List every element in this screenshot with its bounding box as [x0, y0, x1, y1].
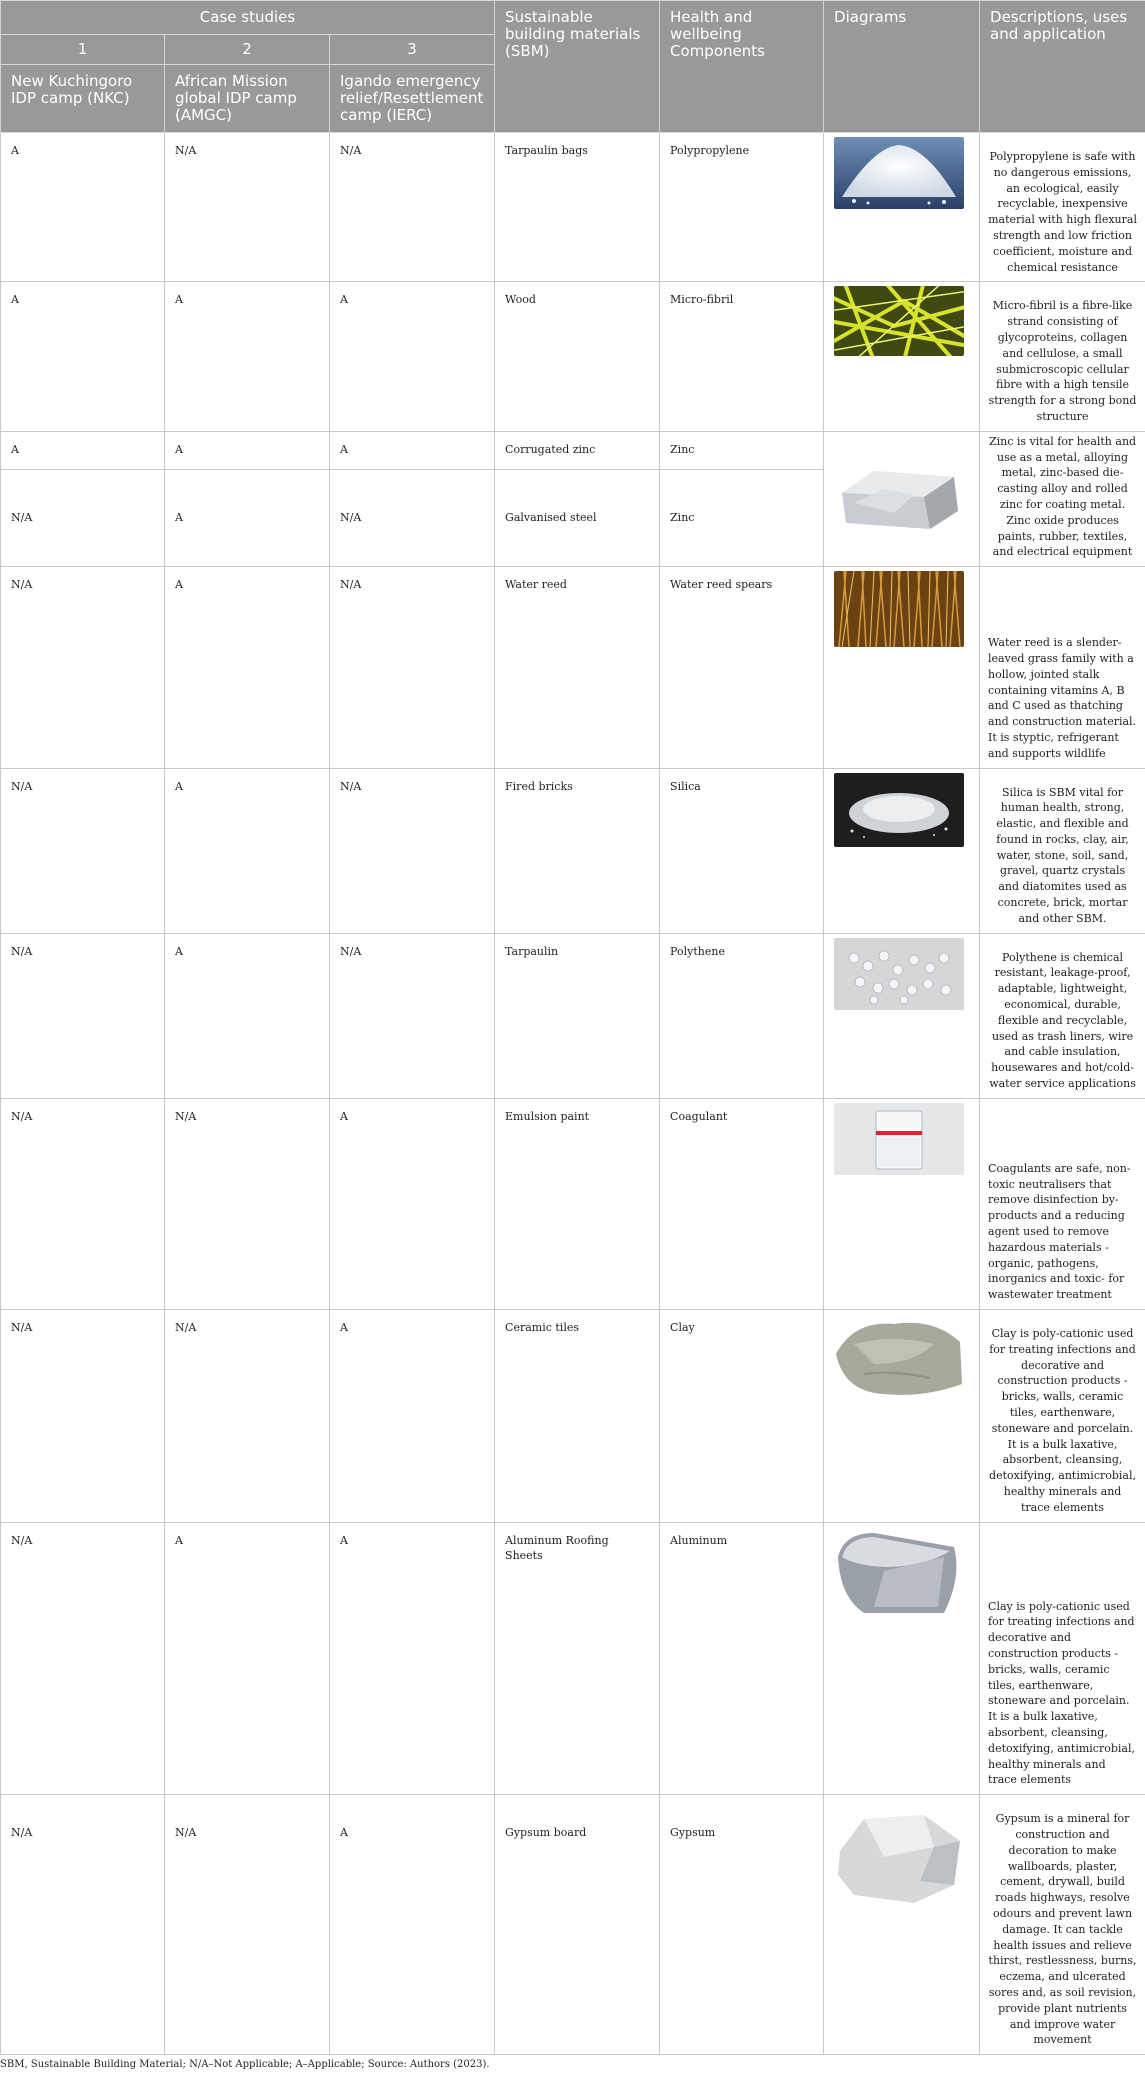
cell-ierc: N/A [330, 567, 495, 768]
cell-sbm: Galvanised steel [495, 469, 660, 566]
aluminum-image [834, 1527, 964, 1619]
cell-description: Coagulants are safe, non-toxic neutralisers that remove disinfection by-products and a reducing agent used to remove hazardous materials - organic, pathogens, inorganics and toxic- for wastewater treatment [980, 1098, 1145, 1309]
cell-amgc: N/A [165, 1310, 330, 1523]
silica-image [834, 773, 964, 847]
cell-sbm: Emulsion paint [495, 1098, 660, 1309]
table-footnote: SBM, Sustainable Building Material; N/A–Not Applicable; A–Applicable; Source: Authors (2023). [0, 2055, 1145, 2077]
cell-component: Zinc [660, 469, 824, 566]
coagulant-image [834, 1103, 964, 1175]
cell-nkc: N/A [1, 768, 165, 933]
cell-ierc: N/A [330, 933, 495, 1098]
table-row [1, 431, 1145, 469]
header-case-2-number: 2 [165, 35, 330, 65]
cell-description: Gypsum is a mineral for construction and decoration to make wallboards, plaster, cement, drywall, build roads highways, resolve odours and prevent lawn damage. It can tackle health issues and relieve thirst, restlessness, burns, eczema, and ulcerated sores and, as soil revision, provide plant nutrients and improve water movement [980, 1795, 1145, 2055]
cell-sbm: Tarpaulin bags [495, 133, 660, 282]
cell-ierc: N/A [330, 768, 495, 933]
cell-nkc: N/A [1, 469, 165, 566]
table-row [1, 1795, 1145, 2055]
cell-sbm: Tarpaulin [495, 933, 660, 1098]
cell-component: Water reed spears [660, 567, 824, 768]
cell-ierc: A [330, 431, 495, 469]
header-case-1-number: 1 [1, 35, 165, 65]
cell-sbm: Wood [495, 282, 660, 431]
table-row [1, 133, 1145, 282]
cell-sbm: Aluminum Roofing Sheets [495, 1522, 660, 1795]
cell-ierc: A [330, 1098, 495, 1309]
cell-amgc: N/A [165, 1795, 330, 2055]
micro-fibril-image [834, 286, 964, 356]
cell-sbm: Ceramic tiles [495, 1310, 660, 1523]
cell-nkc: N/A [1, 1522, 165, 1795]
cell-amgc: A [165, 469, 330, 566]
cell-nkc: A [1, 133, 165, 282]
polypropylene-image [834, 137, 964, 209]
cell-component: Coagulant [660, 1098, 824, 1309]
table-row [1, 1310, 1145, 1523]
table-row [1, 282, 1145, 431]
cell-component: Polythene [660, 933, 824, 1098]
cell-component: Clay [660, 1310, 824, 1523]
cell-description: Micro-fibril is a fibre-like strand consisting of glycoproteins, collagen and cellulose, a small submicroscopic cellular fibre with a high tensile strength for a strong bond structure [980, 282, 1145, 431]
cell-sbm: Water reed [495, 567, 660, 768]
header-sbm: Sustainable building materials (SBM) [495, 1, 660, 133]
header-case-1: New Kuchingoro IDP camp (NKC) [1, 65, 165, 133]
cell-component: Polypropylene [660, 133, 824, 282]
cell-component: Silica [660, 768, 824, 933]
cell-amgc: A [165, 282, 330, 431]
cell-component: Gypsum [660, 1795, 824, 2055]
cell-nkc: A [1, 282, 165, 431]
cell-description: Zinc is vital for health and use as a metal, alloying metal, zinc-based die-casting alloy and rolled zinc for coating metal. Zinc oxide produces paints, rubber, textiles, and electrical equipment [980, 431, 1145, 566]
header-case-studies: Case studies [1, 1, 495, 35]
cell-amgc: A [165, 933, 330, 1098]
header-descriptions: Descriptions, uses and application [980, 1, 1145, 133]
header-case-3: Igando emergency relief/Resettlement camp (IERC) [330, 65, 495, 133]
cell-amgc: A [165, 1522, 330, 1795]
table-row [1, 933, 1145, 1098]
cell-component: Zinc [660, 431, 824, 469]
header-diagrams: Diagrams [824, 1, 980, 133]
table-row [1, 1522, 1145, 1795]
cell-amgc: N/A [165, 133, 330, 282]
cell-description: Silica is SBM vital for human health, strong, elastic, and flexible and found in rocks, clay, air, water, stone, soil, sand, gravel, quartz crystals and diatomites used as concrete, brick, mortar and other SBM. [980, 768, 1145, 933]
clay-image [834, 1314, 964, 1400]
cell-nkc: N/A [1, 1795, 165, 2055]
cell-nkc: N/A [1, 1310, 165, 1523]
cell-sbm: Gypsum board [495, 1795, 660, 2055]
cell-description: Polypropylene is safe with no dangerous emissions, an ecological, easily recyclable, inexpensive material with high flexural strength and low friction coefficient, moisture and chemical resistance [980, 133, 1145, 282]
cell-nkc: N/A [1, 1098, 165, 1309]
cell-amgc: N/A [165, 1098, 330, 1309]
zinc-image [834, 463, 964, 535]
header-health: Health and wellbeing Components [660, 1, 824, 133]
cell-component: Micro-fibril [660, 282, 824, 431]
cell-description: Clay is poly-cationic used for treating infections and decorative and construction products - bricks, walls, ceramic tiles, earthenware, stoneware and porcelain. It is a bulk laxative, absorbent, cleansing, detoxifying, antimicrobial, healthy minerals and trace elements [980, 1522, 1145, 1795]
cell-ierc: A [330, 1795, 495, 2055]
header-case-3-number: 3 [330, 35, 495, 65]
cell-component: Aluminum [660, 1522, 824, 1795]
polythene-image [834, 938, 964, 1010]
cell-ierc: A [330, 1310, 495, 1523]
cell-amgc: A [165, 431, 330, 469]
cell-description: Clay is poly-cationic used for treating infections and decorative and construction products - bricks, walls, ceramic tiles, earthenware, stoneware and porcelain. It is a bulk laxative, absorbent, cleansing, detoxifying, antimicrobial, healthy minerals and trace elements [980, 1310, 1145, 1523]
cell-amgc: A [165, 768, 330, 933]
table-row [1, 567, 1145, 768]
cell-nkc: N/A [1, 567, 165, 768]
header-case-2: African Mission global IDP camp (AMGC) [165, 65, 330, 133]
cell-ierc: A [330, 1522, 495, 1795]
table-row [1, 768, 1145, 933]
cell-nkc: A [1, 431, 165, 469]
cell-ierc: N/A [330, 469, 495, 566]
cell-description: Polythene is chemical resistant, leakage-proof, adaptable, lightweight, economical, durable, flexible and recyclable, used as trash liners, wire and cable insulation, housewares and hot/cold-water service applications [980, 933, 1145, 1098]
cell-ierc: N/A [330, 133, 495, 282]
gypsum-image [834, 1811, 964, 1907]
cell-nkc: N/A [1, 933, 165, 1098]
cell-ierc: A [330, 282, 495, 431]
cell-description: Water reed is a slender-leaved grass family with a hollow, jointed stalk containing vitamins A, B and C used as thatching and construction material. It is styptic, refrigerant and supports wildlife [980, 567, 1145, 768]
table-row [1, 1098, 1145, 1309]
cell-amgc: A [165, 567, 330, 768]
cell-sbm: Corrugated zinc [495, 431, 660, 469]
water-reed-image [834, 571, 964, 647]
cell-sbm: Fired bricks [495, 768, 660, 933]
